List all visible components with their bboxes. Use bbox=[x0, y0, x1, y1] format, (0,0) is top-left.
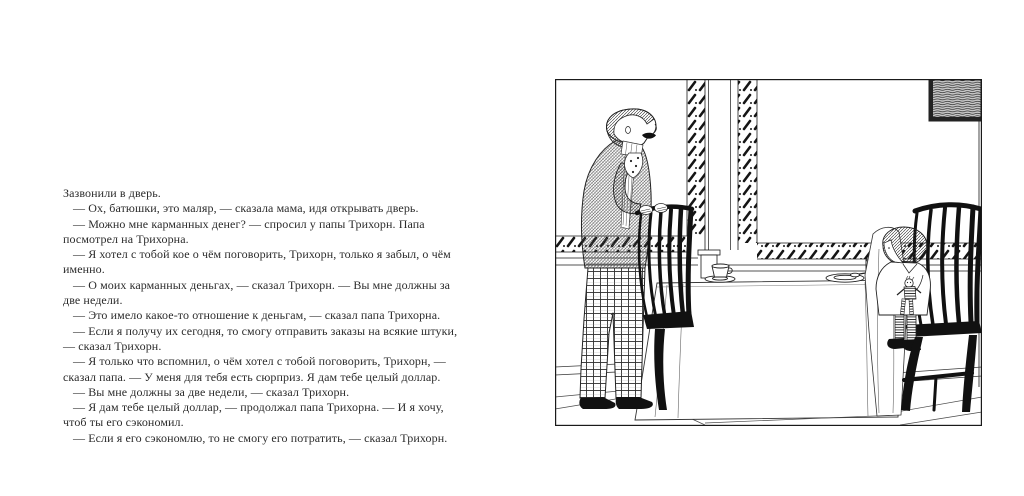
treehorn-leg-left bbox=[895, 315, 904, 339]
story-paragraph: — Я только что вспомнил, о чём хотел с тобой поговорить, Трихорн, — сказал папа. — У меня для тебя есть сюрприз. Я дам тебе целый доллар. bbox=[63, 354, 446, 384]
treehorn-leg-right bbox=[907, 315, 916, 340]
story-paragraph: — Вы мне должны за две недели, — сказал Трихорн. bbox=[73, 384, 350, 399]
story-paragraph: Зазвонили в дверь. bbox=[63, 186, 161, 200]
illustration-svg bbox=[555, 79, 982, 426]
story-paragraph: — Я хотел с тобой кое о чём поговорить, Трихорн, только я забыл, о чём именно. bbox=[63, 247, 451, 277]
story-paragraph: — Если я его сэкономлю, то не смогу его потратить, — сказал Трихорн. bbox=[73, 430, 448, 445]
story-paragraph: — О моих карманных деньгах, — сказал Трихорн. — Вы мне должны за две недели. bbox=[63, 277, 451, 308]
story-paragraph: — Можно мне карманных денег? — спросил у папы Трихорн. Папа посмотрел на Трихорна. bbox=[63, 216, 425, 246]
story-paragraph: — Ох, батюшки, это маляр, — сказала мама, идя открывать дверь. bbox=[73, 201, 419, 216]
story-paragraph: — Я дам тебе целый доллар, — продолжал папа Трихорна. — И я хочу, чтоб ты его сэкономил. bbox=[63, 400, 444, 430]
right-chair-legs bbox=[901, 335, 977, 412]
window-shade bbox=[929, 80, 981, 121]
dining-table bbox=[635, 280, 905, 420]
story-paragraph: — Если я получу их сегодня, то смогу отправить заказы на всякие штуки, — сказал Трихорн. bbox=[63, 323, 458, 353]
story-paragraph: — Это имело какое-то отношение к деньгам, — сказал папа Трихорна. bbox=[73, 308, 441, 323]
papa-trousers bbox=[580, 268, 645, 398]
story-text bbox=[63, 186, 463, 446]
papa-ear bbox=[626, 127, 631, 134]
illustration bbox=[555, 79, 982, 426]
papa-shoe-left bbox=[579, 397, 615, 409]
